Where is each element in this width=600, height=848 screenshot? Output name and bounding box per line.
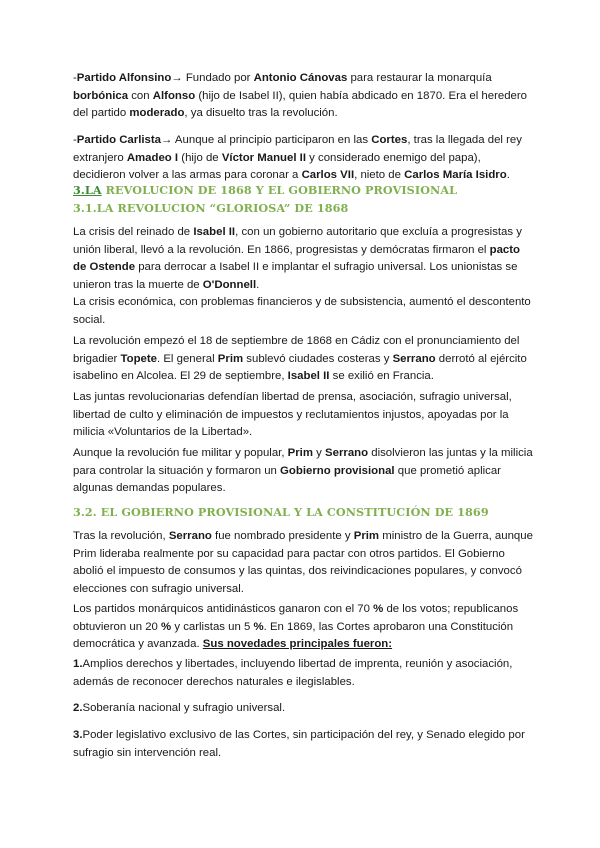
text: , tras la llegada del rey extranjero [73,134,522,164]
paragraph-tras-la-revolucion [73,528,533,598]
text: , nieto de [354,169,405,181]
text: y considerado enemigo del papa), decidieron volver a las armas para coronar a [73,151,481,181]
text: Aunque la revolución fue militar y popular, [73,447,288,459]
term-pacto-de-ostende: pacto de Ostende [73,243,520,273]
text: ministro de la Guerra, aunque Prim lideraba realmente por su capacidad para pactar con otros partidos. El Gobierno abolió el impuesto de consumos y las quintas, dos reivindicaciones populares, y convocó elecciones con sufragio universal. [73,530,533,595]
text: . [506,169,510,181]
term-isabel-ii: Isabel II [287,370,330,382]
list-item-3 [73,727,533,762]
paragraph-crisis-reinado [73,224,533,294]
paragraph-gobierno-provisional-formacion [73,445,533,498]
term-moderado: moderado [129,107,185,119]
text: para derrocar a Isabel II e implantar el sufragio universal. Los unionistas se unieron tras la muerte de [73,261,518,291]
section-title: REVOLUCION DE 1868 Y EL GOBIERNO PROVISIONAL [101,183,458,197]
term-prim: Prim [353,530,380,542]
text: Amplios derechos y libertades, incluyendo libertad de imprenta, reunión y asociación, además de reconocer derechos naturales e ilegislables. [73,658,513,688]
term-amadeo-i: Amadeo I [126,151,179,164]
list-item-1 [73,656,533,691]
paragraph-partido-alfonsino [73,70,533,123]
text: La crisis económica, con problemas financieros y de subsistencia, aumentó el descontento social. [73,296,531,326]
text: La crisis del reinado de [73,226,194,238]
text: derrotó al ejército isabelino en Alcolea. El 29 de septiembre, [73,352,527,382]
text: . [256,278,260,291]
term-prim: Prim [287,447,313,459]
percent-sign: % [373,603,384,615]
term-victor-manuel-ii: Víctor Manuel II [221,151,306,164]
text: La revolución empezó el 18 de septiembre de 1868 en Cádiz con el pronunciamiento del brigadier [73,335,520,365]
term-topete: Topete [120,352,157,365]
paragraph-revolucion-cadiz [73,333,533,386]
term-odonnell: O'Donnell [202,278,257,291]
text: de los votos; republicanos obtuvieron un 20 [73,603,519,633]
text: y [312,447,326,459]
term-partido-carlista: Partido Carlista [76,134,161,146]
dash: - [73,72,77,84]
term-serrano: Serrano [392,352,436,365]
list-number: 2. [73,702,83,714]
percent-sign: % [253,620,264,633]
text: para restaurar la monarquía [347,72,492,84]
term-carlos-maria-isidro: Carlos María Isidro [404,169,507,181]
list-number: 1. [73,658,83,670]
text: se exilió en Francia. [329,370,434,382]
text: . El general [157,352,218,365]
subsection-heading-3-1 [73,201,543,215]
text: disolvieron las juntas y la milicia para controlar la situación y formaron un [73,447,533,477]
dash: - [73,134,77,146]
subsection-title: 3.2. EL GOBIERNO PROVISIONAL Y LA CONSTITUCIÓN DE 1869 [73,505,489,519]
paragraph-partido-carlista [73,132,533,185]
text: que prometió aplicar algunas demandas populares. [73,464,501,494]
term-partido-alfonsino: Partido Alfonsino [76,72,172,84]
term-carlos-vii: Carlos VII [301,169,355,181]
term-isabel-ii: Isabel II [193,226,236,238]
text: → Fundado por [171,72,254,84]
text: , ya disuelto tras la revolución. [184,107,338,119]
text: Poder legislativo exclusivo de las Cortes, sin participación del rey, y Senado elegido por sufragio sin intervención real. [73,729,525,759]
text: y carlistas un 5 [171,620,254,633]
subsection-heading-3-2 [73,505,543,519]
novedades-principales-label: Sus novedades principales fueron: [202,638,393,650]
text: sublevó ciudades costeras y [243,352,393,365]
text: (hijo de Isabel II), quien había abdicado en 1870. Era el heredero del partido [73,89,527,119]
text: Tras la revolución, [73,530,169,542]
term-antonio-canovas: Antonio Cánovas [253,72,348,84]
term-prim: Prim [217,352,244,365]
text: (hijo de [178,151,222,164]
text: → Aunque al principio participaron en las [161,134,372,146]
subsection-title: 3.1.LA REVOLUCION “GLORIOSA” DE 1868 [73,201,349,215]
percent-sign: % [161,620,172,633]
term-cortes: Cortes [371,134,408,146]
term-serrano: Serrano [168,530,212,542]
section-heading-3 [73,183,543,197]
text: , con un gobierno autoritario que excluía a progresistas y unión liberal, llevó a la revolución. En 1866, progresistas y demócratas firmaron el [73,226,522,256]
text: Los partidos monárquicos antidinásticos ganaron con el 70 [73,603,374,615]
text: Soberanía nacional y sufragio universal. [82,702,286,714]
paragraph-crisis-economica [73,294,533,329]
paragraph-partidos-monarquicos [73,601,533,654]
list-number: 3. [73,729,83,741]
term-serrano: Serrano [325,447,369,459]
text: . En 1869, las Cortes aprobaron una Constitución democrática y avanzada. [73,620,514,650]
list-item-2 [73,700,533,718]
term-borbonica: borbónica [73,89,129,102]
term-gobierno-provisional: Gobierno provisional [280,464,395,477]
term-alfonso: Alfonso [152,89,196,102]
text: con [128,89,153,102]
text: fue nombrado presidente y [211,530,354,542]
paragraph-juntas-revolucionarias [73,389,533,442]
text: Las juntas revolucionarias defendían libertad de prensa, asociación, sufragio universal, libertad de culto y eliminación de impuestos y reclutamientos injustos, apoyadas por la milicia «Voluntarios de la Libertad». [73,391,512,438]
section-number-link[interactable]: 3.LA [73,183,102,197]
